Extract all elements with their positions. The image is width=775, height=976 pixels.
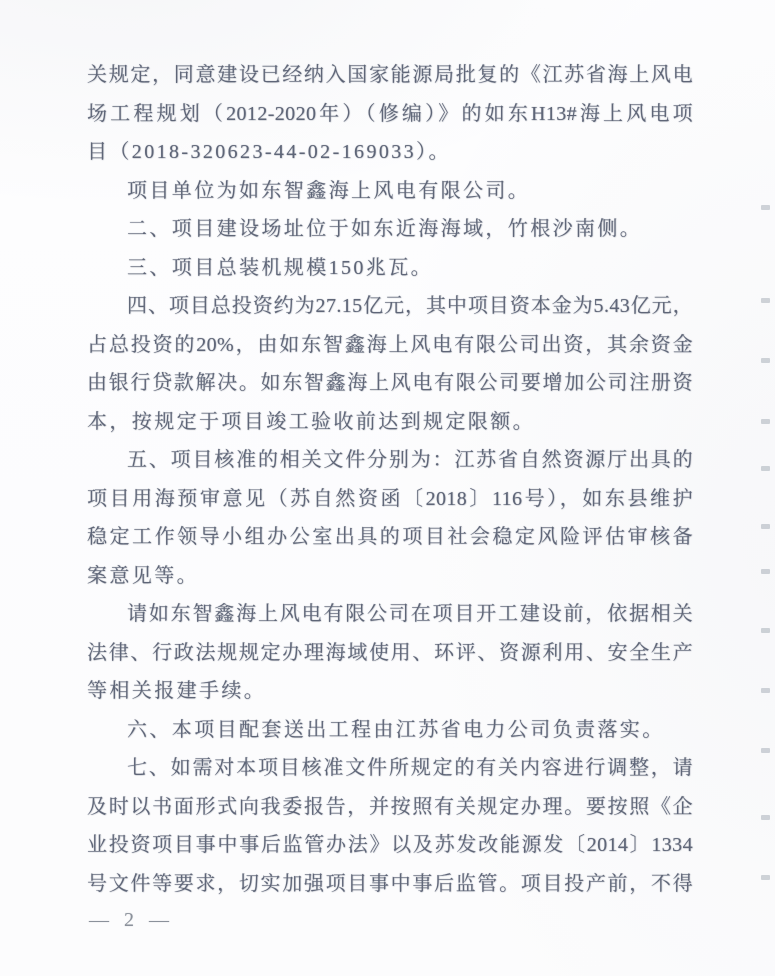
scan-artifact-mark <box>761 466 770 471</box>
page-number: — 2 — <box>89 909 174 931</box>
scan-artifact-mark <box>761 688 770 693</box>
document-line: 四、项目总投资约为27.15亿元，其中项目资本金为5.43亿元， <box>127 295 693 317</box>
document-line: 占总投资的20%，由如东智鑫海上风电有限公司出资，其余资金 <box>87 333 693 356</box>
document-line: 三、项目总装机规模150兆瓦。 <box>127 256 433 279</box>
document-line: 请如东智鑫海上风电有限公司在项目开工建设前，依据相关 <box>127 603 693 625</box>
document-line: 场工程规划（2012-2020年）（修编）》的如东H13#海上风电项 <box>87 102 693 125</box>
document-line: 号文件等要求，切实加强项目事中事后监管。项目投产前，不得 <box>87 872 693 895</box>
document-line: 本，按规定于项目竣工验收前达到规定限额。 <box>87 410 535 433</box>
document-line: 二、项目建设场址位于如东近海海域，竹根沙南侧。 <box>127 218 643 240</box>
scan-artifact-mark <box>761 748 770 753</box>
scan-artifact-mark <box>761 524 770 529</box>
document-line: 稳定工作领导小组办公室出具的项目社会稳定风险评估审核备 <box>87 526 693 548</box>
scan-artifact-mark <box>761 298 770 303</box>
document-line: 案意见等。 <box>87 564 199 587</box>
document-line: 业投资项目事中事后监管办法》以及苏发改能源发〔2014〕1334 <box>87 834 693 856</box>
scan-artifact-mark <box>761 358 770 363</box>
document-line: 目（2018-320623-44-02-169033）。 <box>87 141 451 163</box>
scan-artifact-mark <box>761 815 770 820</box>
document-line: 等相关报建手续。 <box>87 680 267 702</box>
document-line: 关规定，同意建设已经纳入国家能源局批复的《江苏省海上风电 <box>87 64 693 86</box>
scan-artifact-mark <box>761 419 770 424</box>
document-line: 七、如需对本项目核准文件所规定的有关内容进行调整，请 <box>127 757 693 779</box>
document-line: 法律、行政法规规定办理海域使用、环评、资源利用、安全生产 <box>87 641 693 664</box>
document-line: 由银行贷款解决。如东智鑫海上风电有限公司要增加公司注册资 <box>87 372 693 394</box>
document-line: 及时以书面形式向我委报告，并按照有关规定办理。要按照《企 <box>87 795 693 818</box>
document-line: 五、项目核准的相关文件分别为：江苏省自然资源厅出具的 <box>127 449 693 471</box>
document-line: 六、本项目配套送出工程由江苏省电力公司负责落实。 <box>127 718 665 741</box>
scan-artifact-mark <box>761 875 770 880</box>
document-body <box>87 56 693 903</box>
scan-artifact-mark <box>761 569 770 574</box>
scan-artifact-mark <box>761 205 770 210</box>
document-line: 项目单位为如东智鑫海上风电有限公司。 <box>127 179 531 202</box>
document-line: 项目用海预审意见（苏自然资函〔2018〕116号），如东县维护 <box>87 487 693 510</box>
scan-artifact-mark <box>761 628 770 633</box>
